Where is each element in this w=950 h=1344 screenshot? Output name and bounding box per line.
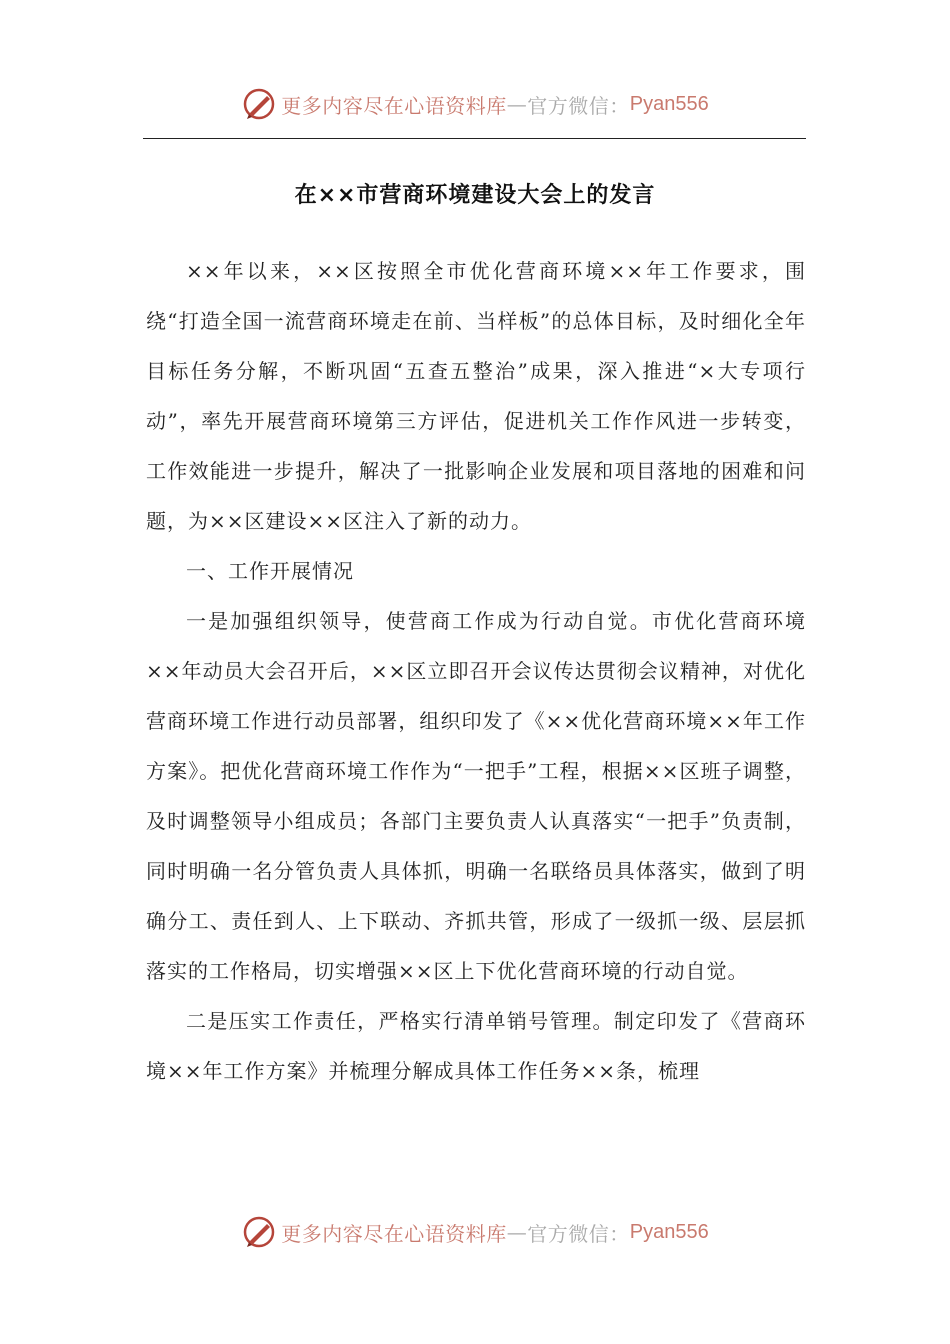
footer-dash: — <box>506 1220 528 1244</box>
header-watermark <box>0 84 950 124</box>
footer-prefix: 更多内容尽在心语资料库 <box>281 1221 507 1246</box>
header-wechat-label: 官方微信： <box>527 93 630 118</box>
footer-watermark <box>0 1212 950 1252</box>
document-body <box>146 246 806 1096</box>
pen-logo-icon <box>241 86 277 122</box>
footer-wechat-id: Pyan556 <box>629 1220 709 1243</box>
paragraph-intro: ××年以来，××区按照全市优化营商环境××年工作要求，围绕“打造全国一流营商环境走在前、当样板”的总体目标，及时细化全年目标任务分解，不断巩固“五查五整治”成果，深入推进“×大专项行动”，率先开展营商环境第三方评估，促进机关工作作风进一步转变，工作效能进一步提升，解决了一批影响企业发展和项目落地的困难和问题，为××区建设××区注入了新的动力。 <box>146 259 806 533</box>
header-divider <box>143 138 806 139</box>
section-heading: 一、工作开展情况 <box>186 559 354 583</box>
header-prefix: 更多内容尽在心语资料库 <box>281 93 507 118</box>
paragraph-responsibility: 二是压实工作责任，严格实行清单销号管理。制定印发了《营商环境××年工作方案》并梳理分解成具体工作任务××条，梳理 <box>146 1009 806 1083</box>
pen-logo-icon <box>241 1214 277 1250</box>
header-dash: — <box>506 92 528 116</box>
footer-wechat-label: 官方微信： <box>527 1221 630 1246</box>
document-title: 在××市营商环境建设大会上的发言 <box>294 183 656 208</box>
header-wechat-id: Pyan556 <box>629 92 709 115</box>
paragraph-organization: 一是加强组织领导，使营商工作成为行动自觉。市优化营商环境××年动员大会召开后，××区立即召开会议传达贯彻会议精神，对优化营商环境工作进行动员部署，组织印发了《××优化营商环境××年工作方案》。把优化营商环境工作作为“一把手”工程，根据××区班子调整，及时调整领导小组成员；各部门主要负责人认真落实“一把手”负责制，同时明确一名分管负责人具体抓，明确一名联络员具体落实，做到了明确分工、责任到人、上下联动、齐抓共管，形成了一级抓一级、层层抓落实的工作格局，切实增强××区上下优化营商环境的行动自觉。 <box>146 609 806 983</box>
